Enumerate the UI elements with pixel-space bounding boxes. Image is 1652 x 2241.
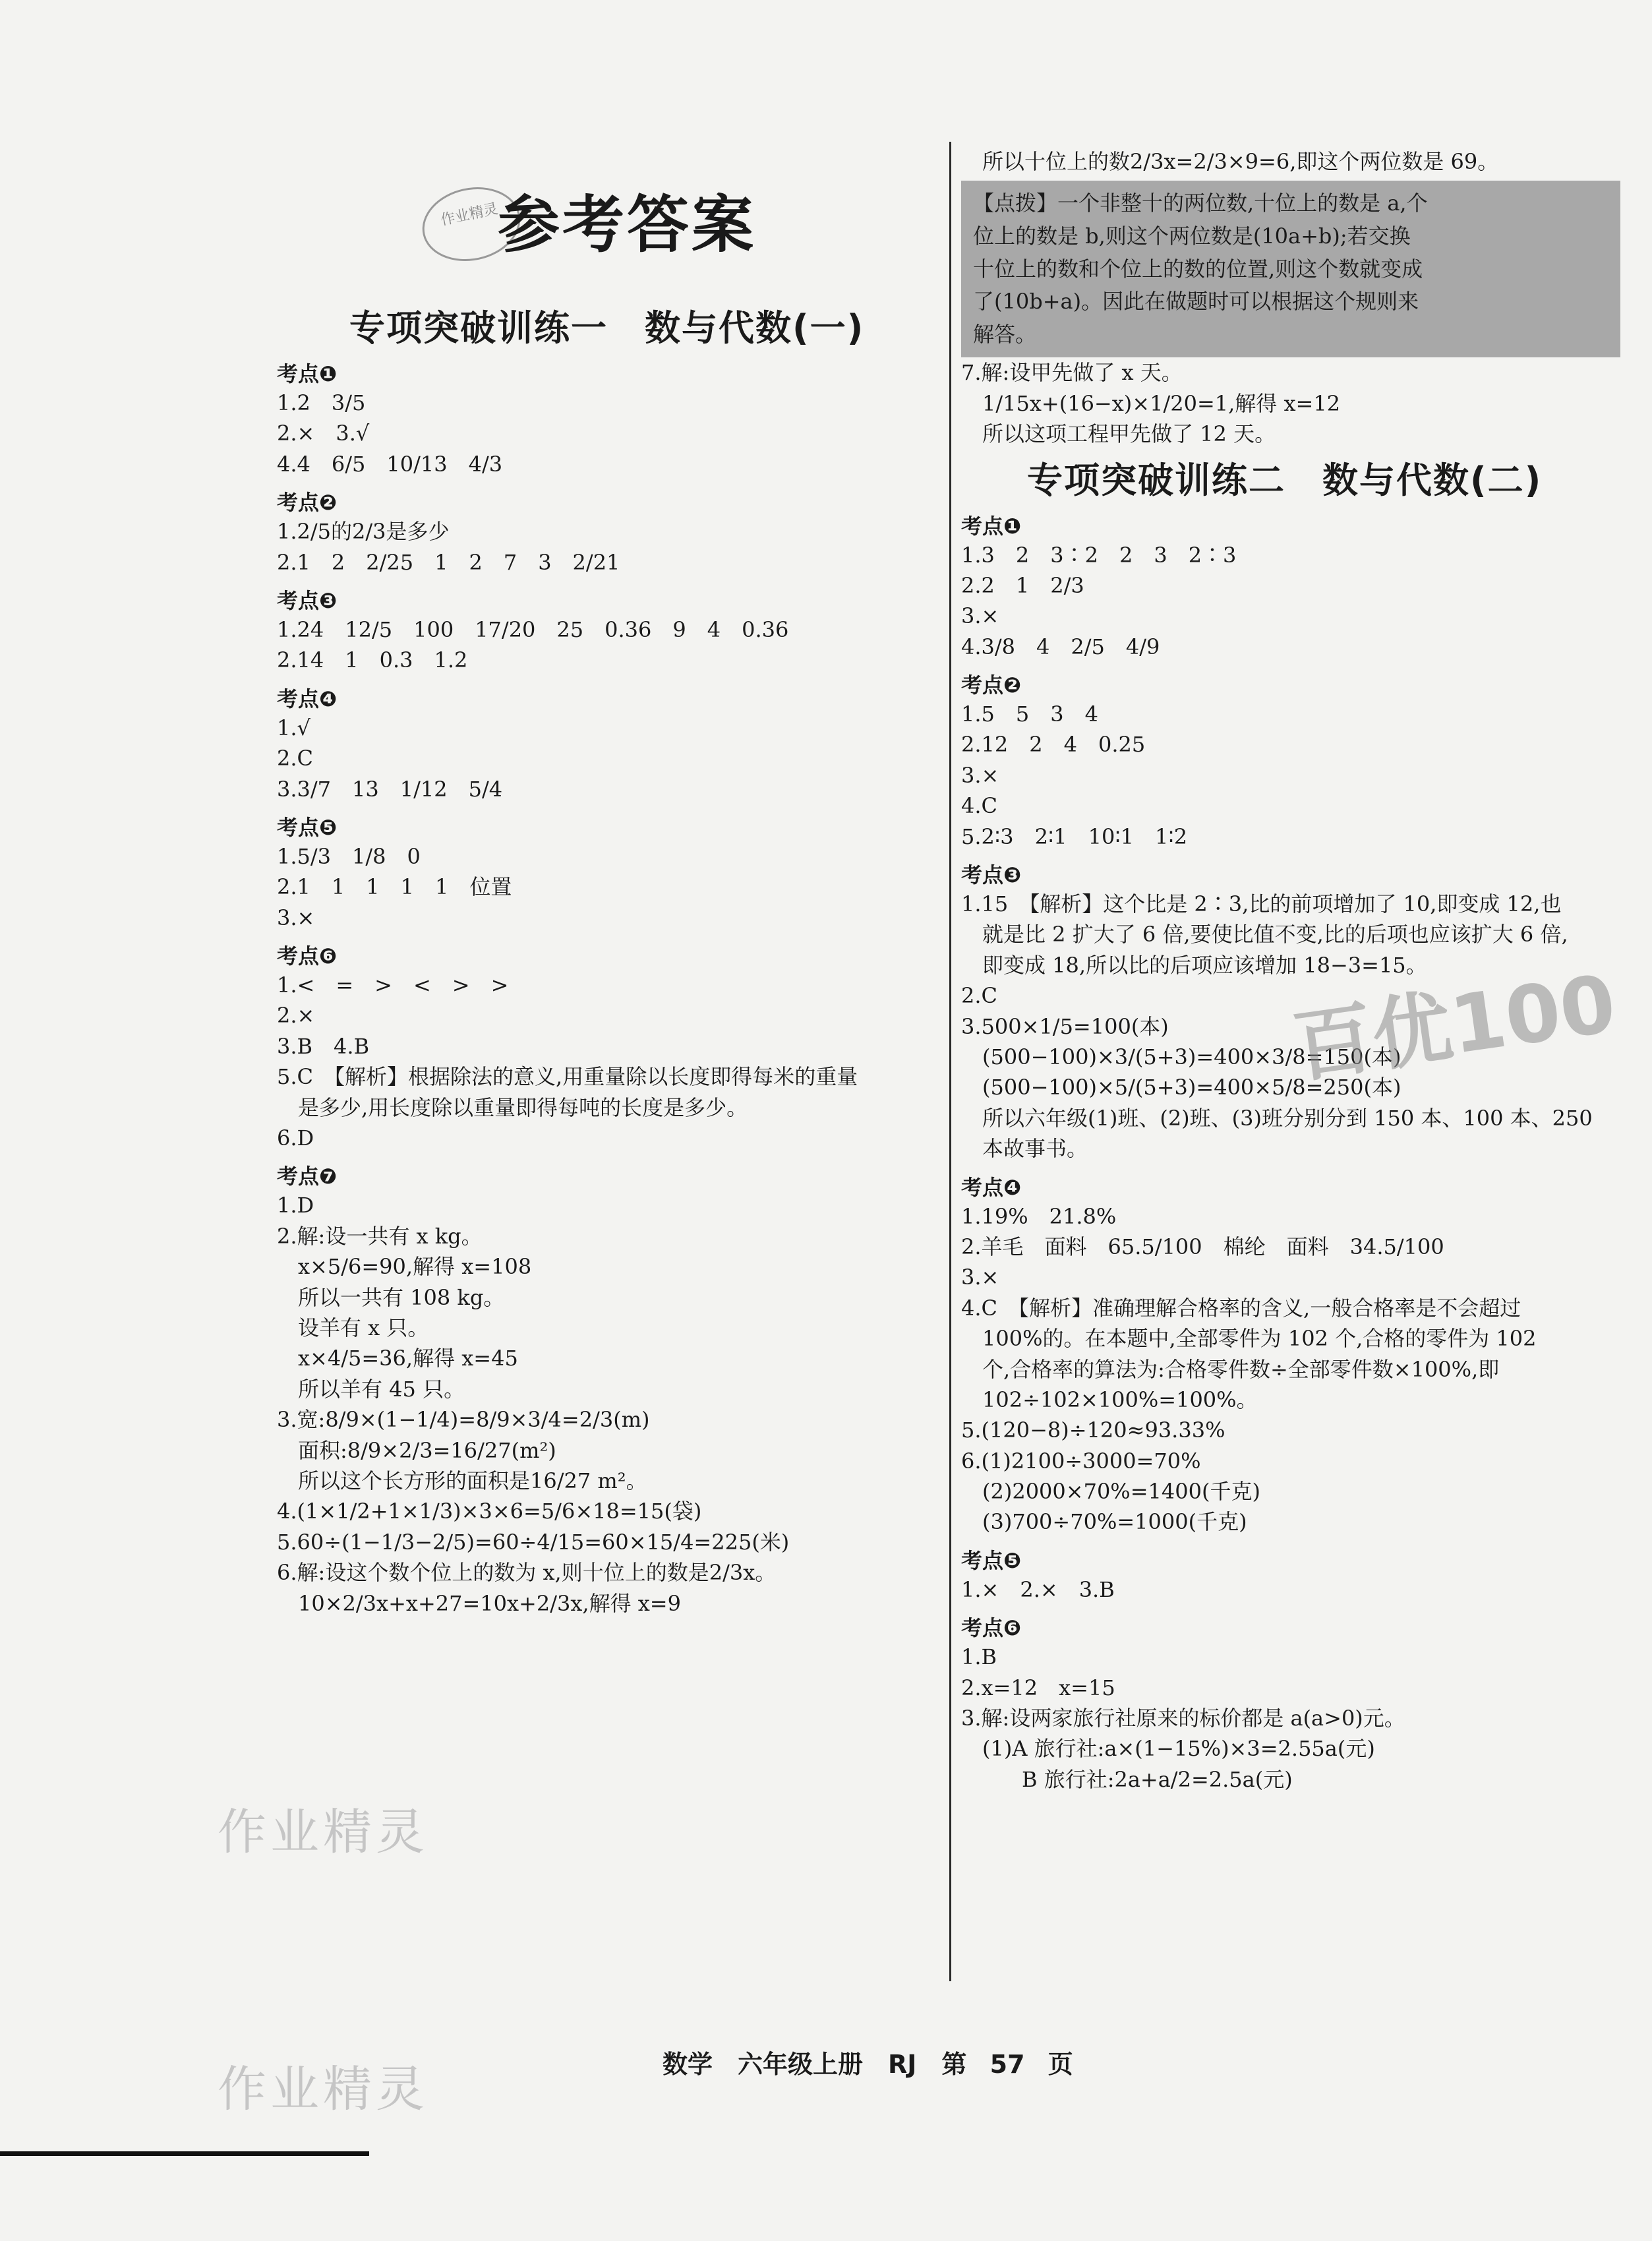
answer-continuation: B 旅行社:2a+a/2=2.5a(元)	[1022, 1766, 1293, 1792]
answer-line: 4.C	[961, 793, 998, 819]
answer-continuation: 1/15x+(16−x)×1/20=1,解得 x=12	[982, 390, 1341, 416]
watermark-2: 作业精灵	[218, 2061, 428, 2118]
answer-continuation: 即变成 18,所以比的后项应该增加 18−3=15。	[982, 952, 1427, 978]
answer-line: 1.× 2.× 3.B	[961, 1576, 1115, 1602]
answer-line: 2.12 2 4 0.25	[961, 732, 1146, 758]
answer-line: 6.D	[277, 1125, 314, 1151]
answer-continuation: (2)2000×70%=1400(千克)	[982, 1479, 1260, 1505]
answer-continuation: (500−100)×5/(5+3)=400×5/8=250(本)	[982, 1075, 1401, 1100]
topic-heading: 考点❷	[277, 490, 338, 516]
answer-continuation: (1)A 旅行社:a×(1−15%)×3=2.55a(元)	[982, 1736, 1375, 1762]
callout-line: 位上的数是 b,则这个两位数是(10a+b);若交换	[973, 223, 1411, 249]
answer-continuation: 本故事书。	[982, 1136, 1088, 1162]
answer-line: 2.x=12 x=15	[961, 1675, 1115, 1700]
answer-line: 5.C 【解析】根据除法的意义,用重量除以长度即得每米的重量	[277, 1064, 858, 1090]
page-title: 参考答案	[498, 189, 757, 261]
answer-continuation: 所以这项工程甲先做了 12 天。	[982, 421, 1276, 447]
answer-line: 4.(1×1/2+1×1/3)×3×6=5/6×18=15(袋)	[277, 1499, 702, 1524]
answer-continuation: (500−100)×3/(5+3)=400×3/8=150(本)	[982, 1044, 1401, 1069]
answer-continuation: 所以羊有 45 只。	[298, 1376, 465, 1402]
topic-heading: 考点❻	[961, 1615, 1022, 1641]
answer-line: 3.解:设两家旅行社原来的标价都是 a(a>0)元。	[961, 1706, 1405, 1731]
answer-line: 3.宽:8/9×(1−1/4)=8/9×3/4=2/3(m)	[277, 1407, 650, 1433]
answer-continuation: 面积:8/9×2/3=16/27(m²)	[298, 1437, 556, 1463]
answer-line: 4.C 【解析】准确理解合格率的含义,一般合格率是不会超过	[961, 1295, 1521, 1321]
answer-line: 6.(1)2100÷3000=70%	[961, 1448, 1201, 1474]
answer-line: 2.羊毛 面料 65.5/100 棉纶 面料 34.5/100	[961, 1234, 1444, 1259]
answer-continuation: 就是比 2 扩大了 6 倍,要使比值不变,比的后项也应该扩大 6 倍,	[982, 922, 1568, 947]
answer-line: 3.B 4.B	[277, 1033, 370, 1059]
answer-line: 3.500×1/5=100(本)	[961, 1013, 1169, 1039]
answer-line: 2.×	[277, 1003, 315, 1029]
topic-heading: 考点❼	[277, 1164, 338, 1189]
answer-line: 2.C	[277, 746, 314, 771]
answer-line: 1.3 2 3∶2 2 3 2∶3	[961, 542, 1237, 568]
section-title-2: 专项突破训练二 数与代数(二)	[1027, 459, 1543, 501]
answer-continuation: 102÷102×100%=100%。	[982, 1387, 1258, 1412]
left-column	[277, 300, 936, 1619]
answer-line: 1.15 【解析】这个比是 2∶3,比的前项增加了 10,即变成 12,也	[961, 891, 1562, 917]
answer-continuation: x×5/6=90,解得 x=108	[298, 1254, 532, 1280]
page-footer: 数学 六年级上册 RJ 第 57 页	[663, 2050, 1073, 2079]
answer-line: 3.×	[277, 905, 315, 930]
bottom-rule	[0, 2151, 369, 2156]
left-answer-list	[277, 357, 936, 1619]
answer-line: 2.14 1 0.3 1.2	[277, 647, 468, 673]
topic-heading: 考点❸	[961, 862, 1022, 888]
answer-line: 1.2 3/5	[277, 390, 366, 415]
callout-line: 十位上的数和个位上的数的位置,则这个数就变成	[973, 256, 1423, 282]
topic-heading: 考点❺	[961, 1547, 1022, 1573]
answer-continuation: 所以这个长方形的面积是16/27 m²。	[298, 1468, 647, 1493]
answer-line: 1.B	[961, 1644, 997, 1670]
callout-line: 解答。	[973, 321, 1037, 347]
section-title-1: 专项突破训练一 数与代数(一)	[349, 307, 865, 349]
answer-line: 3.×	[961, 1265, 999, 1290]
answer-line: 4.4 6/5 10/13 4/3	[277, 451, 503, 477]
answer-continuation: x×4/5=36,解得 x=45	[298, 1346, 518, 1371]
answer-line: 1.19% 21.8%	[961, 1203, 1117, 1229]
callout-line: 【点拨】一个非整十的两位数,十位上的数是 a,个	[973, 191, 1428, 216]
answer-continuation: (3)700÷70%=1000(千克)	[982, 1509, 1247, 1535]
answer-line: 1.5 5 3 4	[961, 702, 1098, 727]
answer-line: 6.解:设这个数个位上的数为 x,则十位上的数是2/3x。	[277, 1560, 777, 1586]
answer-line: 2.1 2 2/25 1 2 7 3 2/21	[277, 549, 620, 575]
answer-line: 5.(120−8)÷120≈93.33%	[961, 1418, 1225, 1443]
answer-line: 1.5/3 1/8 0	[277, 843, 421, 869]
answer-continuation: 所以一共有 108 kg。	[298, 1284, 505, 1310]
answer-line: 1.24 12/5 100 17/20 25 0.36 9 4 0.36	[277, 616, 789, 642]
answer-line: 2.2 1 2/3	[961, 572, 1084, 598]
topic-heading: 考点❷	[961, 672, 1022, 698]
topic-heading: 考点❶	[277, 361, 338, 386]
right-q7	[961, 357, 1647, 449]
answer-line: 1.< = > < > >	[277, 972, 509, 998]
stamp-logo: 作业精灵	[415, 179, 527, 270]
answer-continuation: 所以六年级(1)班、(2)班、(3)班分别分到 150 本、100 本、250	[982, 1105, 1593, 1131]
right-continuation	[961, 146, 1647, 177]
topic-heading: 考点❺	[277, 814, 338, 840]
answer-continuation: 设羊有 x 只。	[298, 1315, 429, 1340]
topic-heading: 考点❹	[961, 1174, 1022, 1200]
answer-continuation: 个,合格率的算法为:合格零件数÷全部零件数×100%,即	[982, 1356, 1500, 1382]
answer-continuation: 所以十位上的数2/3x=2/3×9=6,即这个两位数是 69。	[982, 149, 1499, 174]
answer-line: 3.×	[961, 603, 999, 629]
answer-line: 4.3/8 4 2/5 4/9	[961, 634, 1160, 659]
topic-heading: 考点❶	[961, 513, 1022, 539]
callout-line: 了(10b+a)。因此在做题时可以根据这个规则来	[973, 289, 1419, 314]
hint-callout	[961, 181, 1620, 357]
answer-continuation: 是多少,用长度除以重量即得每吨的长度是多少。	[298, 1094, 748, 1120]
title-block	[422, 168, 791, 260]
answer-line: 2.× 3.√	[277, 421, 370, 446]
answer-line: 1.√	[277, 715, 310, 740]
column-divider	[949, 142, 951, 1981]
answer-line: 7.解:设甲先做了 x 天。	[961, 360, 1183, 386]
answer-line: 3.×	[961, 762, 999, 788]
answer-line: 5.2∶3 2∶1 10∶1 1∶2	[961, 823, 1188, 849]
answer-continuation: 10×2/3x+x+27=10x+2/3x,解得 x=9	[298, 1590, 681, 1616]
right-answer-list	[961, 510, 1647, 1795]
watermark-3: 百优100	[1288, 958, 1622, 1094]
topic-heading: 考点❻	[277, 943, 338, 969]
answer-line: 2.1 1 1 1 1 位置	[277, 874, 512, 900]
watermark-1: 作业精灵	[218, 1804, 428, 1861]
answer-line: 2.C	[961, 983, 998, 1009]
answer-line: 5.60÷(1−1/3−2/5)=60÷4/15=60×15/4=225(米)	[277, 1529, 790, 1555]
answer-line: 1.2/5的2/3是多少	[277, 519, 450, 545]
answer-continuation: 100%的。在本题中,全部零件为 102 个,合格的零件为 102	[982, 1326, 1537, 1352]
topic-heading: 考点❹	[277, 686, 338, 711]
answer-line: 1.D	[277, 1193, 314, 1218]
answer-line: 3.3/7 13 1/12 5/4	[277, 776, 503, 802]
answer-line: 2.解:设一共有 x kg。	[277, 1223, 483, 1249]
topic-heading: 考点❸	[277, 587, 338, 613]
